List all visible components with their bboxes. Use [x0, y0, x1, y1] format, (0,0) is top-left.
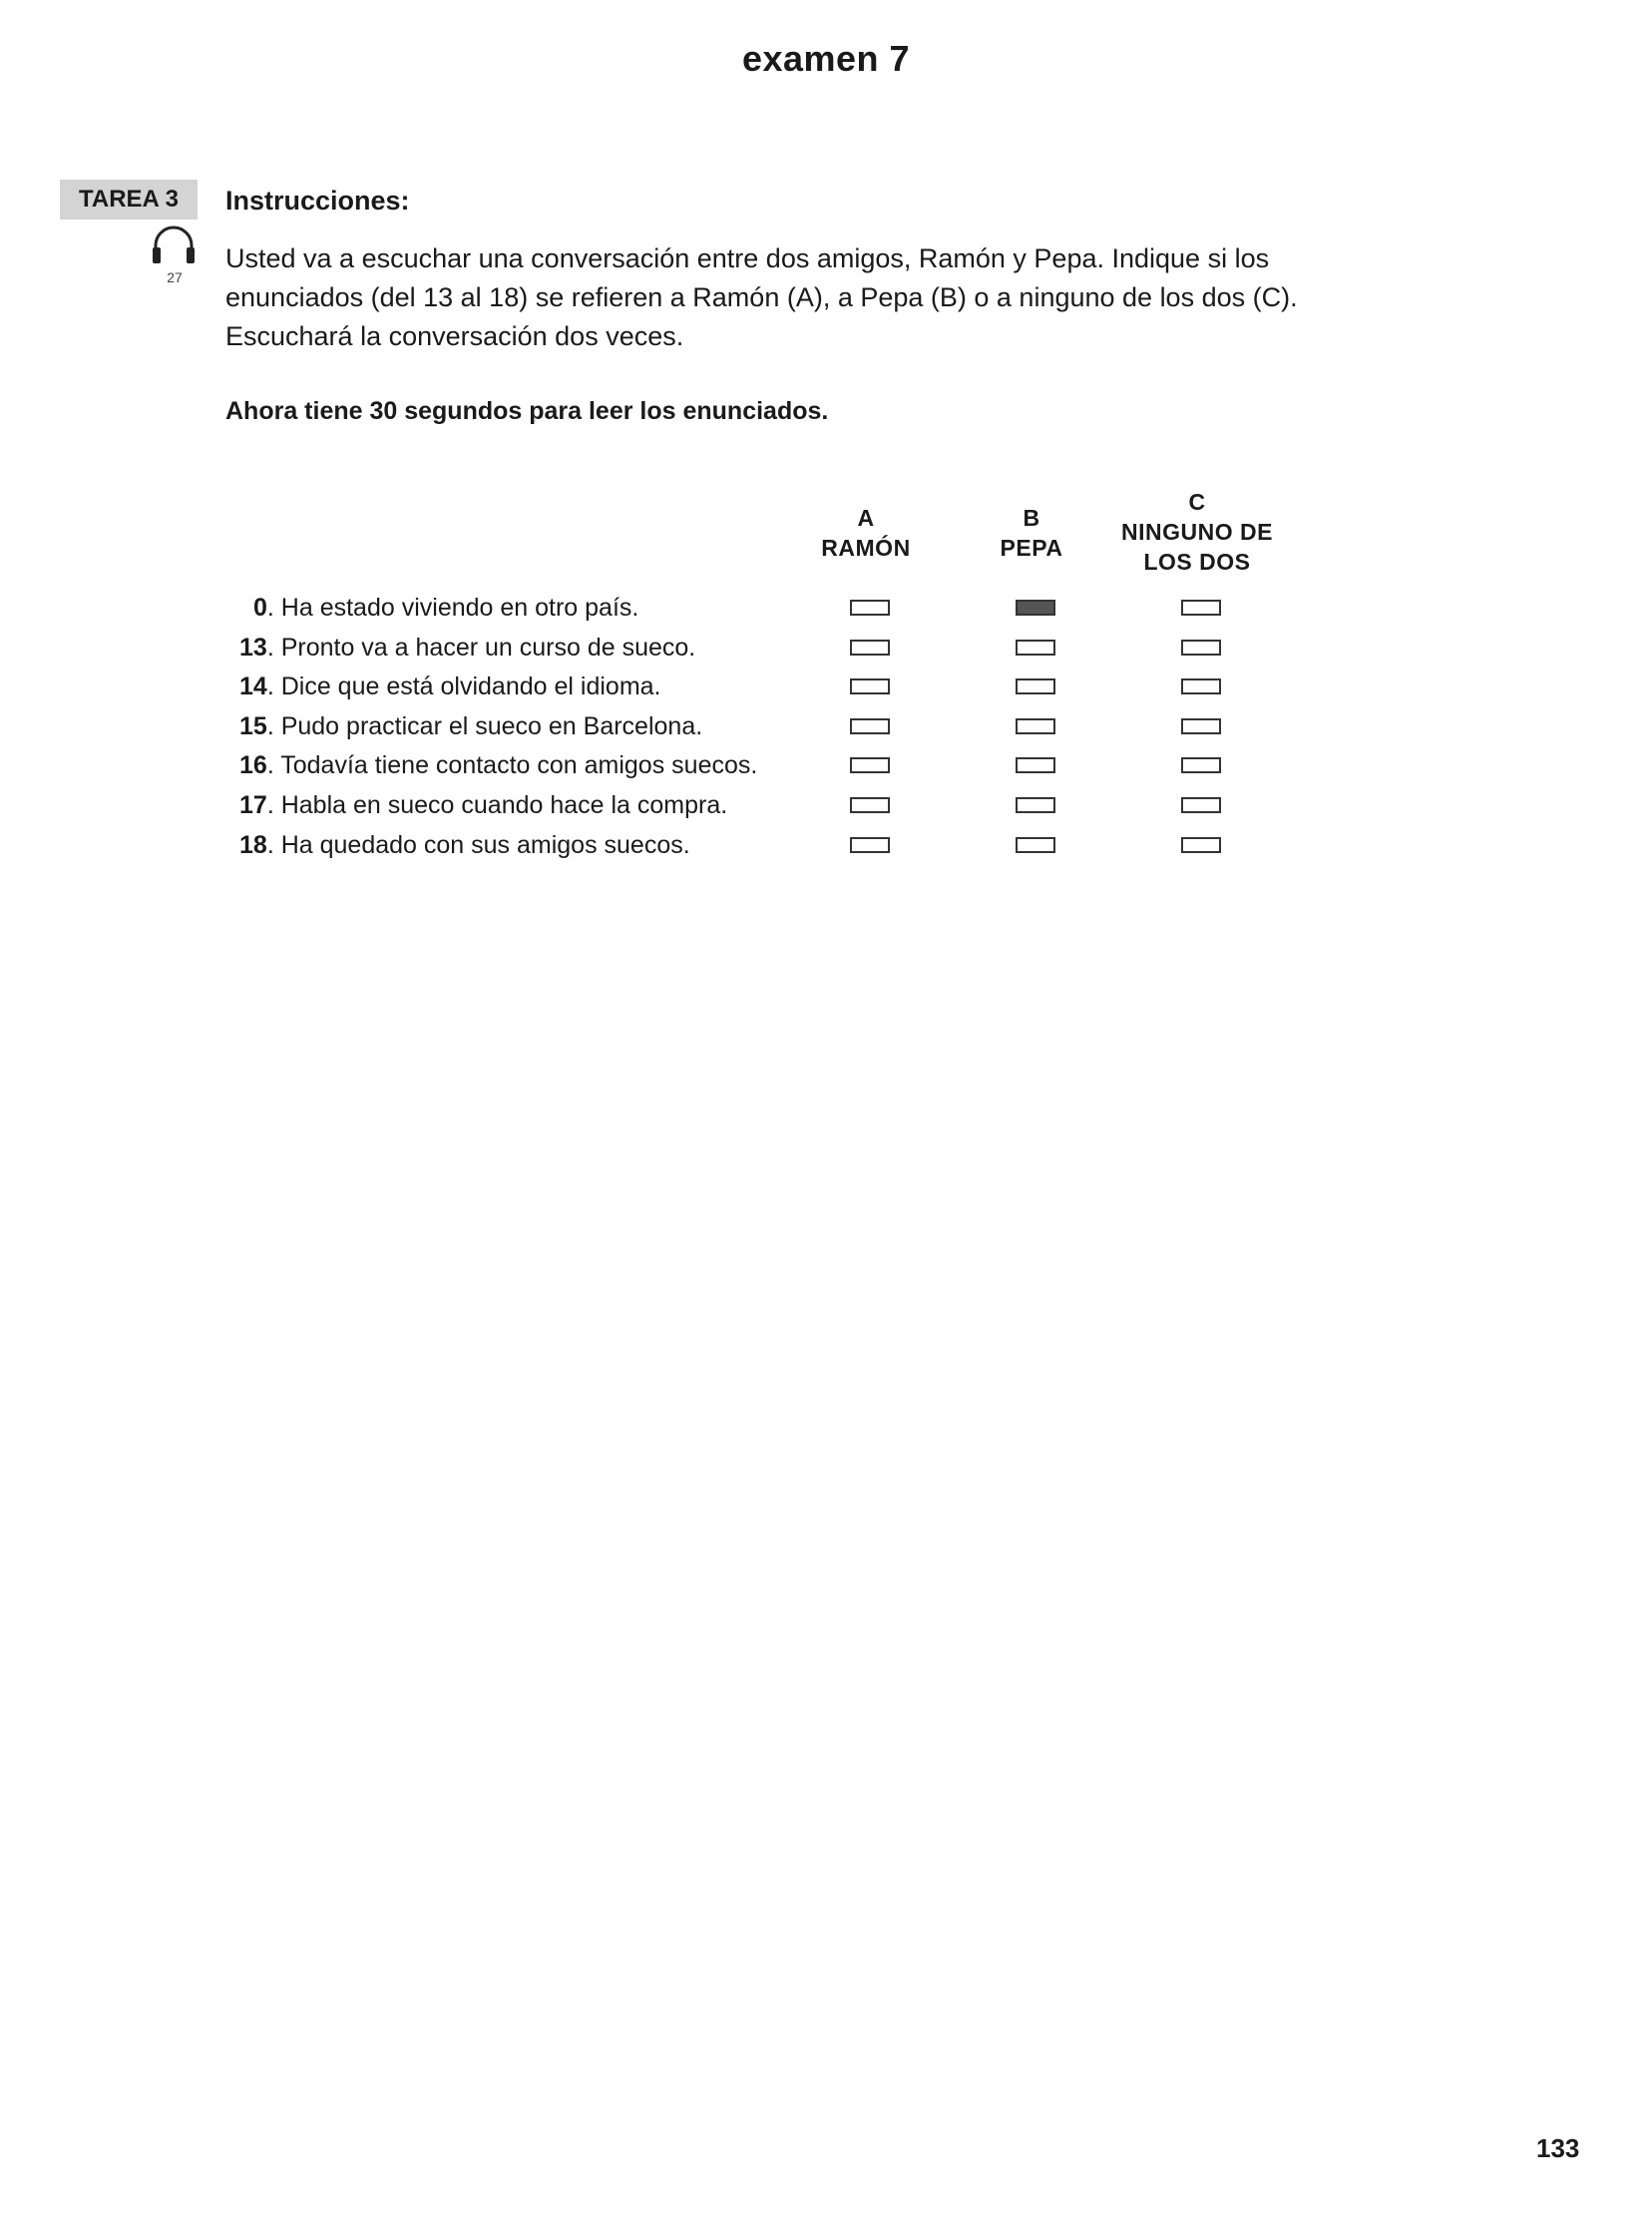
column-letter: A [857, 505, 875, 531]
statement-row [239, 748, 1337, 782]
answer-checkbox-c[interactable] [1181, 600, 1221, 616]
headphones-icon [148, 225, 200, 265]
statement-row [239, 788, 1337, 822]
statement-label: . Pronto va a hacer un curso de sueco. [266, 633, 696, 662]
column-letter: C [1188, 489, 1206, 515]
column-header-c [1107, 487, 1287, 577]
statement-label: . Ha quedado con sus amigos suecos. [266, 830, 690, 859]
answer-checkbox-c[interactable] [1181, 837, 1221, 853]
statement-label: . Dice que está olvidando el idioma. [266, 672, 661, 701]
answer-checkbox-b[interactable] [1016, 837, 1055, 853]
instructions-title: Instrucciones: [225, 186, 410, 216]
instructions-text [225, 239, 1472, 356]
column-label: LOS DOS [1143, 549, 1251, 575]
statement-row [239, 631, 1337, 665]
answer-checkbox-b[interactable] [1016, 718, 1055, 734]
column-header-b [942, 503, 1121, 563]
statement-text [239, 631, 695, 665]
answer-checkbox-b[interactable] [1016, 600, 1055, 616]
instructions-line: Escuchará la conversación dos veces. [225, 321, 684, 351]
statement-label: . Pudo practicar el sueco en Barcelona. [266, 711, 703, 740]
answer-checkbox-c[interactable] [1181, 640, 1221, 656]
statement-text [239, 748, 757, 782]
statement-number: 17 [239, 791, 267, 819]
column-letter: B [1023, 505, 1040, 531]
column-label: RAMÓN [821, 535, 911, 561]
statement-number: 16 [239, 751, 267, 780]
column-label: PEPA [1000, 535, 1063, 561]
column-label: NINGUNO DE [1121, 519, 1273, 545]
statement-row [239, 591, 1337, 625]
instructions-line: Usted va a escuchar una conversación entre dos amigos, Ramón y Pepa. Indique si los [225, 243, 1270, 273]
statement-label: . Todavía tiene contacto con amigos suecos. [266, 751, 758, 780]
statement-label: . Habla en sueco cuando hace la compra. [266, 791, 728, 819]
instructions-line: enunciados (del 13 al 18) se refieren a Ramón (A), a Pepa (B) o a ninguno de los dos (C). [225, 282, 1298, 312]
statement-text [239, 709, 702, 743]
statement-text [239, 828, 690, 862]
statement-row [239, 828, 1337, 862]
audio-track-number: 27 [167, 269, 183, 285]
answer-checkbox-c[interactable] [1181, 678, 1221, 694]
answer-checkbox-b[interactable] [1016, 797, 1055, 813]
statement-number: 13 [239, 633, 267, 662]
answer-checkbox-b[interactable] [1016, 757, 1055, 773]
statement-number: 18 [239, 830, 267, 859]
statement-number: 0 [253, 594, 267, 622]
answer-checkbox-b[interactable] [1016, 640, 1055, 656]
answer-checkbox-c[interactable] [1181, 797, 1221, 813]
statement-row [239, 670, 1337, 703]
answer-checkbox-a[interactable] [850, 718, 890, 734]
page-number: 133 [1536, 2133, 1580, 2163]
answer-checkbox-a[interactable] [850, 678, 890, 694]
statement-number: 15 [239, 711, 267, 740]
answer-checkbox-a[interactable] [850, 757, 890, 773]
statement-text [239, 788, 727, 822]
answer-checkbox-a[interactable] [850, 640, 890, 656]
statement-label: . Ha estado viviendo en otro país. [266, 594, 639, 622]
page-title: examen 7 [741, 38, 911, 79]
answer-checkbox-a[interactable] [850, 600, 890, 616]
answer-checkbox-a[interactable] [850, 837, 890, 853]
statement-number: 14 [239, 672, 267, 701]
answer-checkbox-b[interactable] [1016, 678, 1055, 694]
task-badge: TAREA 3 [60, 180, 198, 220]
statement-text [239, 670, 661, 703]
column-header-a [776, 503, 956, 563]
statement-row [239, 709, 1337, 743]
statement-text [253, 591, 638, 625]
answer-checkbox-c[interactable] [1181, 718, 1221, 734]
answer-checkbox-c[interactable] [1181, 757, 1221, 773]
time-note: Ahora tiene 30 segundos para leer los enunciados. [225, 397, 829, 425]
answer-checkbox-a[interactable] [850, 797, 890, 813]
